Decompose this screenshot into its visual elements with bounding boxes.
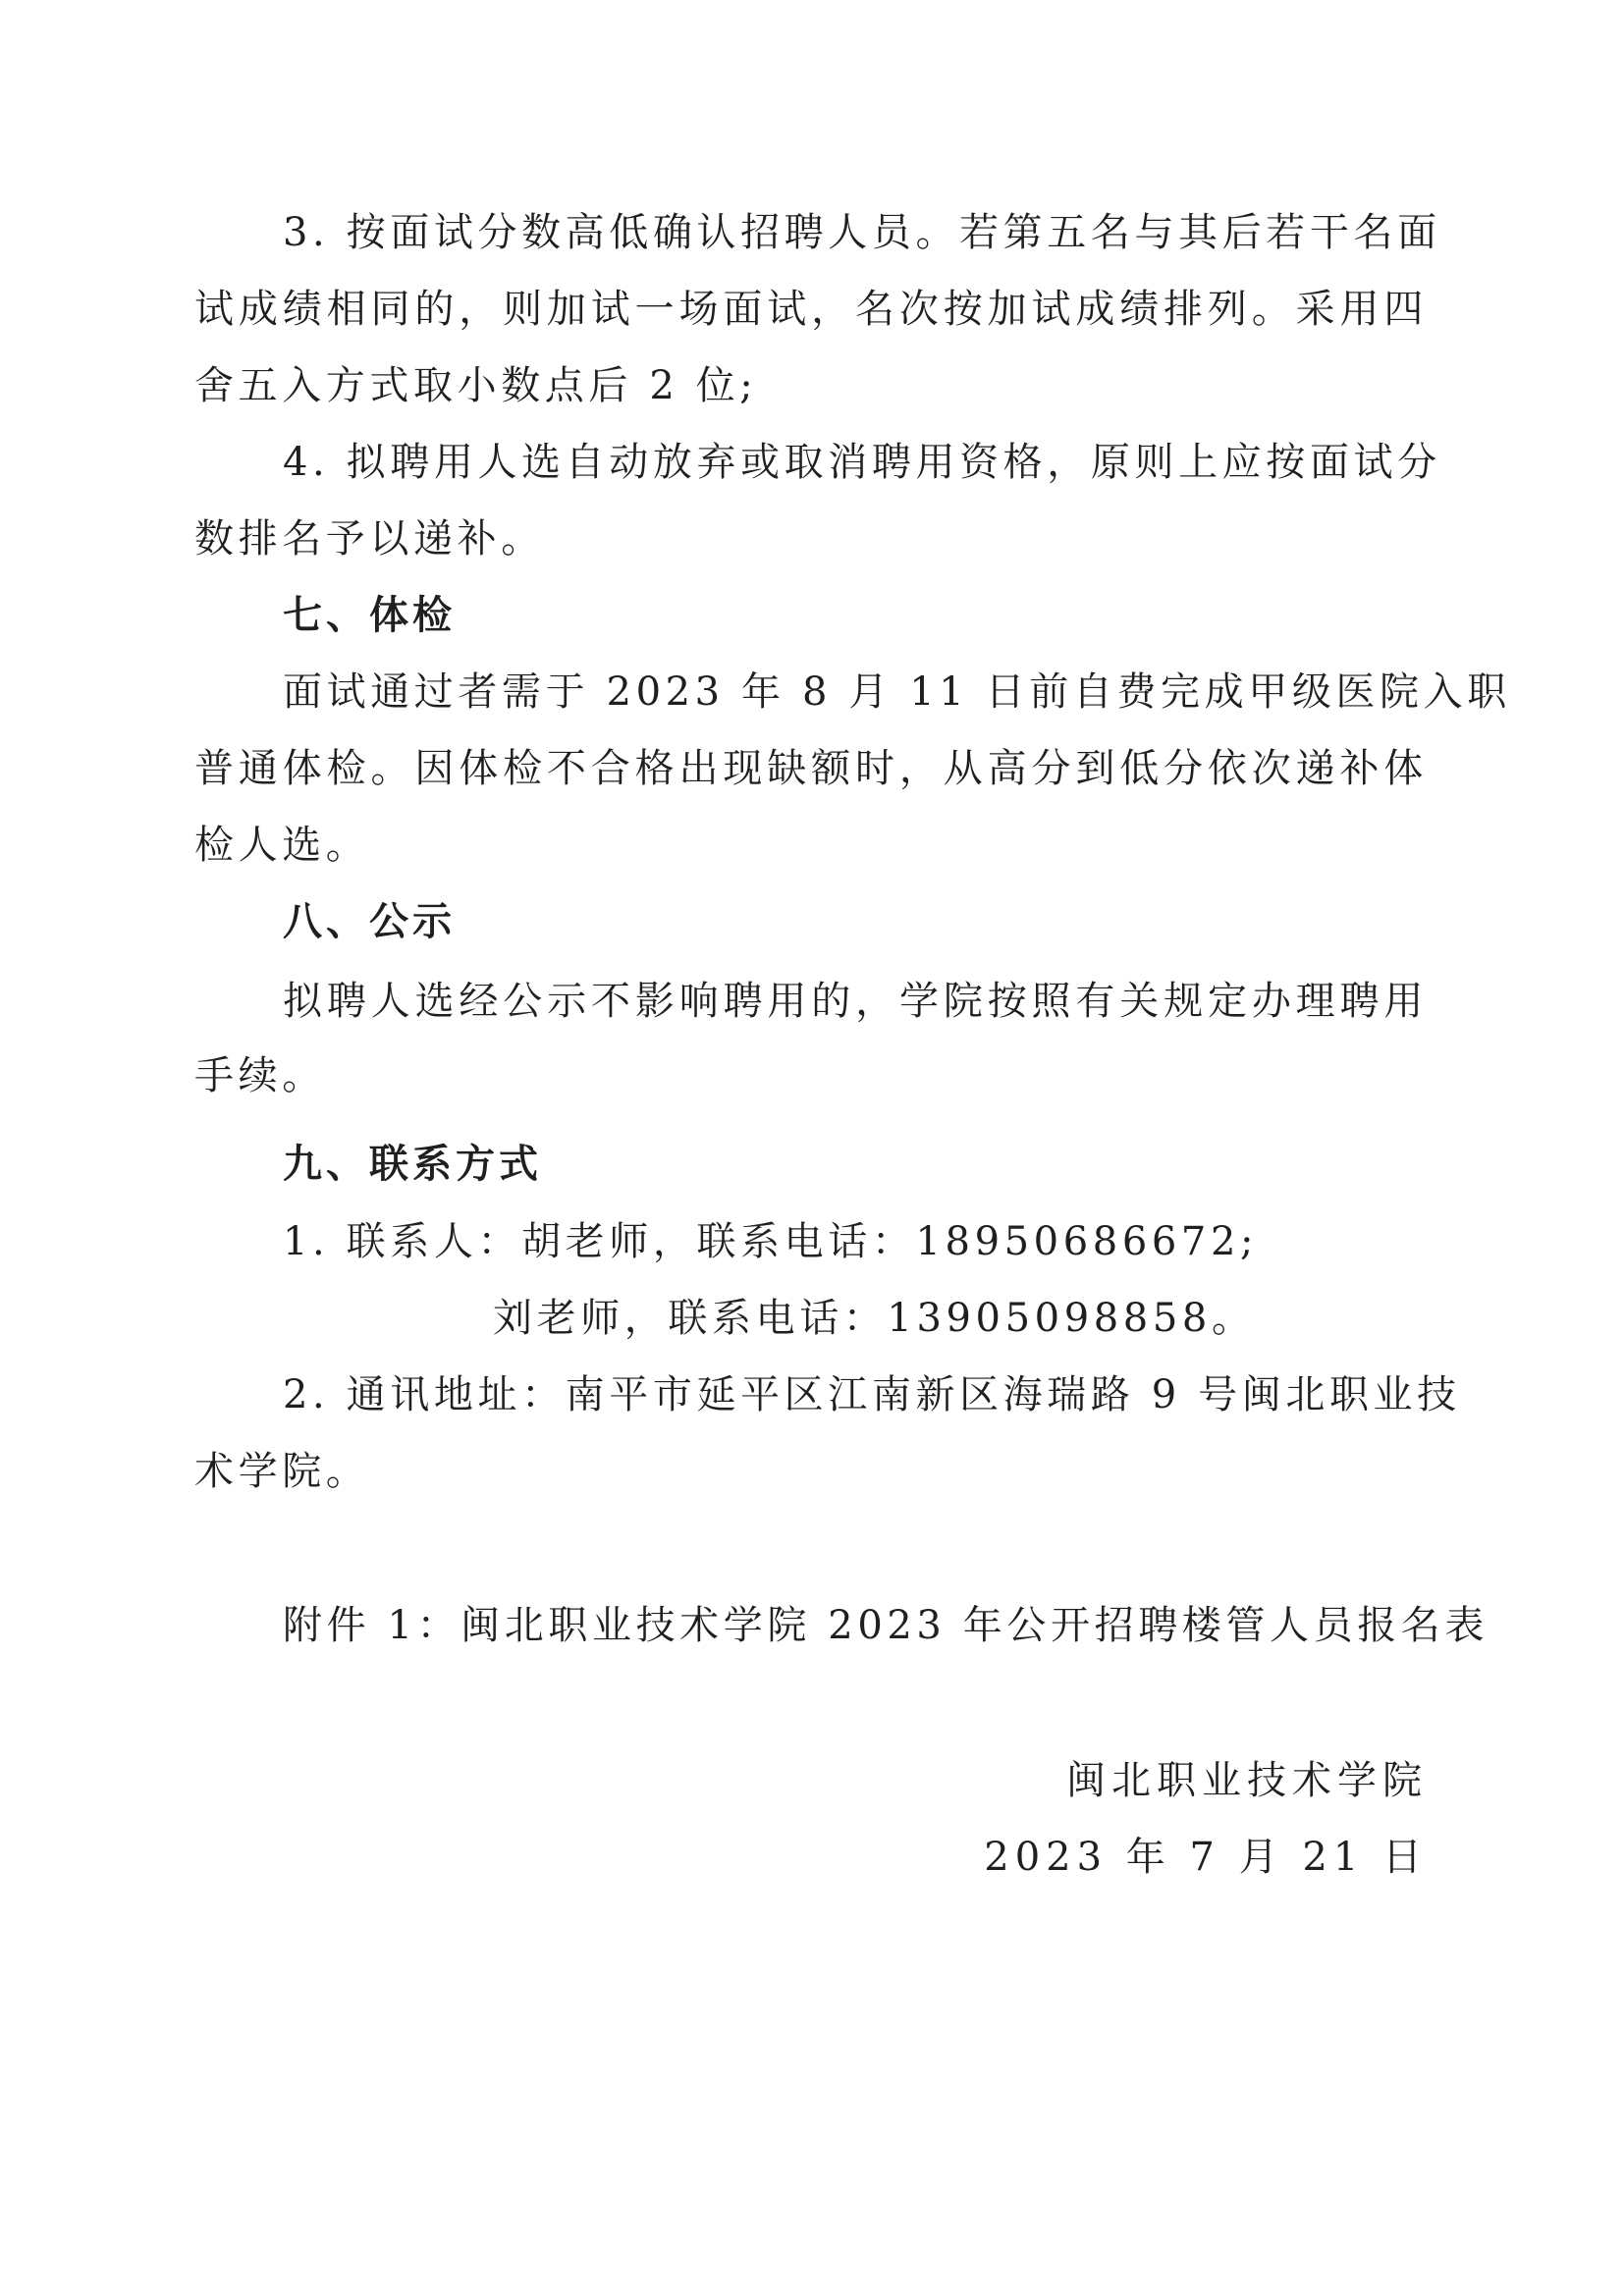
signature-organization: 闽北职业技术学院 (1066, 1758, 1428, 1803)
signature-date: 2023 年 7 月 21 日 (984, 1835, 1428, 1880)
address-line-2: 术学院。 (194, 1449, 370, 1494)
section8-line-1: 拟聘人选经公示不影响聘用的，学院按照有关规定办理聘用 (283, 979, 1428, 1024)
section-heading-publicity: 八、公示 (283, 899, 456, 944)
item4-line-1: 4. 拟聘用人选自动放弃或取消聘用资格，原则上应按面试分 (283, 440, 1441, 485)
item3-line-3: 舍五入方式取小数点后 2 位; (194, 363, 758, 408)
contact-line-2: 刘老师，联系电话：13905098858。 (493, 1296, 1256, 1341)
section-heading-physical-exam: 七、体检 (283, 593, 456, 638)
contact-line-1: 1. 联系人：胡老师，联系电话：18950686672; (283, 1219, 1259, 1264)
item4-line-2: 数排名予以递补。 (194, 516, 545, 561)
section7-line-1: 面试通过者需于 2023 年 8 月 11 日前自费完成甲级医院入职 (283, 669, 1511, 715)
item3-line-2: 试成绩相同的，则加试一场面试，名次按加试成绩排列。采用四 (194, 287, 1428, 332)
section-heading-contact: 九、联系方式 (283, 1142, 542, 1187)
address-line-1: 2. 通讯地址：南平市延平区江南新区海瑞路 9 号闽北职业技 (283, 1372, 1461, 1417)
section7-line-2: 普通体检。因体检不合格出现缺额时，从高分到低分依次递补体 (194, 746, 1428, 791)
section8-line-2: 手续。 (194, 1053, 326, 1098)
item3-line-1: 3. 按面试分数高低确认招聘人员。若第五名与其后若干名面 (283, 210, 1441, 255)
attachment-line: 附件 1：闽北职业技术学院 2023 年公开招聘楼管人员报名表 (283, 1603, 1489, 1648)
section7-line-3: 检人选。 (194, 823, 370, 868)
